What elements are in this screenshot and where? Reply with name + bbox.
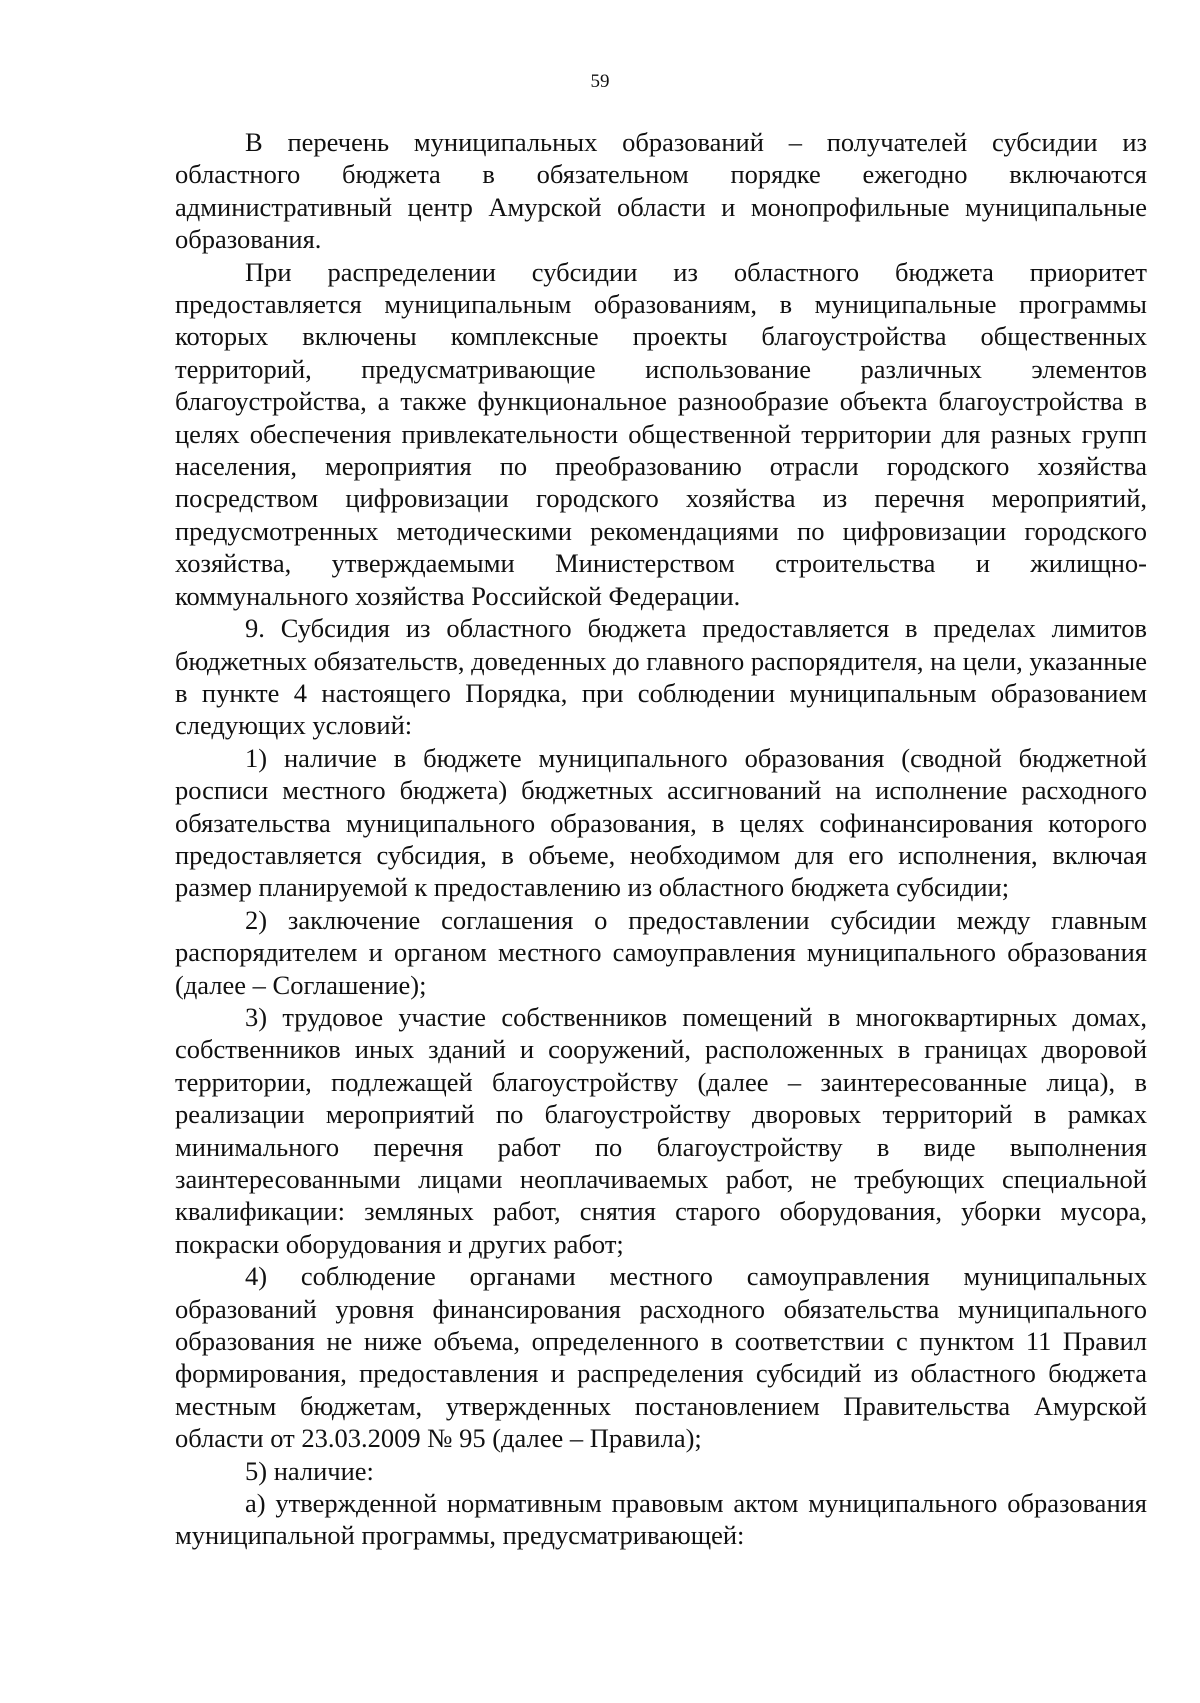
paragraph-condition-2-agreement: 2) заключение соглашения о предоставлении субсидии между главным распорядителем и органом местного самоуправления муниципального образования (далее – Соглашение); xyxy=(175,904,1147,1000)
page-number: 59 xyxy=(590,71,610,92)
paragraph-item-9-conditions: 9. Субсидия из областного бюджета предоставляется в пределах лимитов бюджетных обязательств, доведенных до главного распорядителя, на цели, указанные в пункте 4 настоящего Порядка, при соблюдении муниципальным образованием следующих условий: xyxy=(175,613,1147,741)
paragraph-priority-distribution: При распределении субсидии из областного бюджета приоритет предоставляется муниципальным образованиям, в муниципальные программы которых включены комплексные проекты благоустройства общественных территорий, предусматривающие использование различных элементов благоустройства, а также функциональное разнообразие объекта благоустройства в целях обеспечения привлекательности общественной территории для разных групп населения, мероприятия по преобразованию отрасли городского хозяйства посредством цифровизации городского хозяйства из перечня мероприятий, предусмотренных методическими рекомендациями по цифровизации городского хозяйства, утверждаемыми Министерством строительства и жилищно-коммунального хозяйства Российской Федерации. xyxy=(175,256,1147,611)
paragraph-condition-5-availability: 5) наличие: xyxy=(245,1455,374,1486)
paragraph-condition-1-budget: 1) наличие в бюджете муниципального образования (сводной бюджетной росписи местного бюджета) бюджетных ассигнований на исполнение расходного обязательства муниципального образования, в целях софинансирования которого предоставляется субсидия, в объеме, необходимом для его исполнения, включая размер планируемой к предоставлению из областного бюджета субсидии; xyxy=(175,742,1147,903)
paragraph-condition-4-funding: 4) соблюдение органами местного самоуправления муниципальных образований уровня финансирования расходного обязательства муниципального образования не ниже объема, определенного в соответствии с пунктом 11 Правил формирования, предоставления и распределения субсидий из областного бюджета местным бюджетам, утвержденных постановлением Правительства Амурской области от 23.03.2009 № 95 (далее – Правила); xyxy=(175,1261,1147,1454)
paragraph-capital-inclusion: В перечень муниципальных образований – получателей субсидии из областного бюджета в обязательном порядке ежегодно включаются административный центр Амурской области и монопрофильные муниципальные образования. xyxy=(175,127,1147,255)
paragraph-condition-5a-program: а) утвержденной нормативным правовым актом муниципального образования муниципальной программы, предусматривающей: xyxy=(175,1488,1147,1551)
document-body xyxy=(175,126,1147,1552)
paragraph-condition-3-labor: 3) трудовое участие собственников помещений в многоквартирных домах, собственников иных зданий и сооружений, расположенных в границах дворовой территории, подлежащей благоустройству (далее – заинтересованные лица), в реализации мероприятий по благоустройству дворовых территорий в рамках минимального перечня работ по благоустройству в виде выполнения заинтересованными лицами неоплачиваемых работ, не требующих специальной квалификации: земляных работ, снятия старого оборудования, уборки мусора, покраски оборудования и других работ; xyxy=(175,1001,1147,1259)
